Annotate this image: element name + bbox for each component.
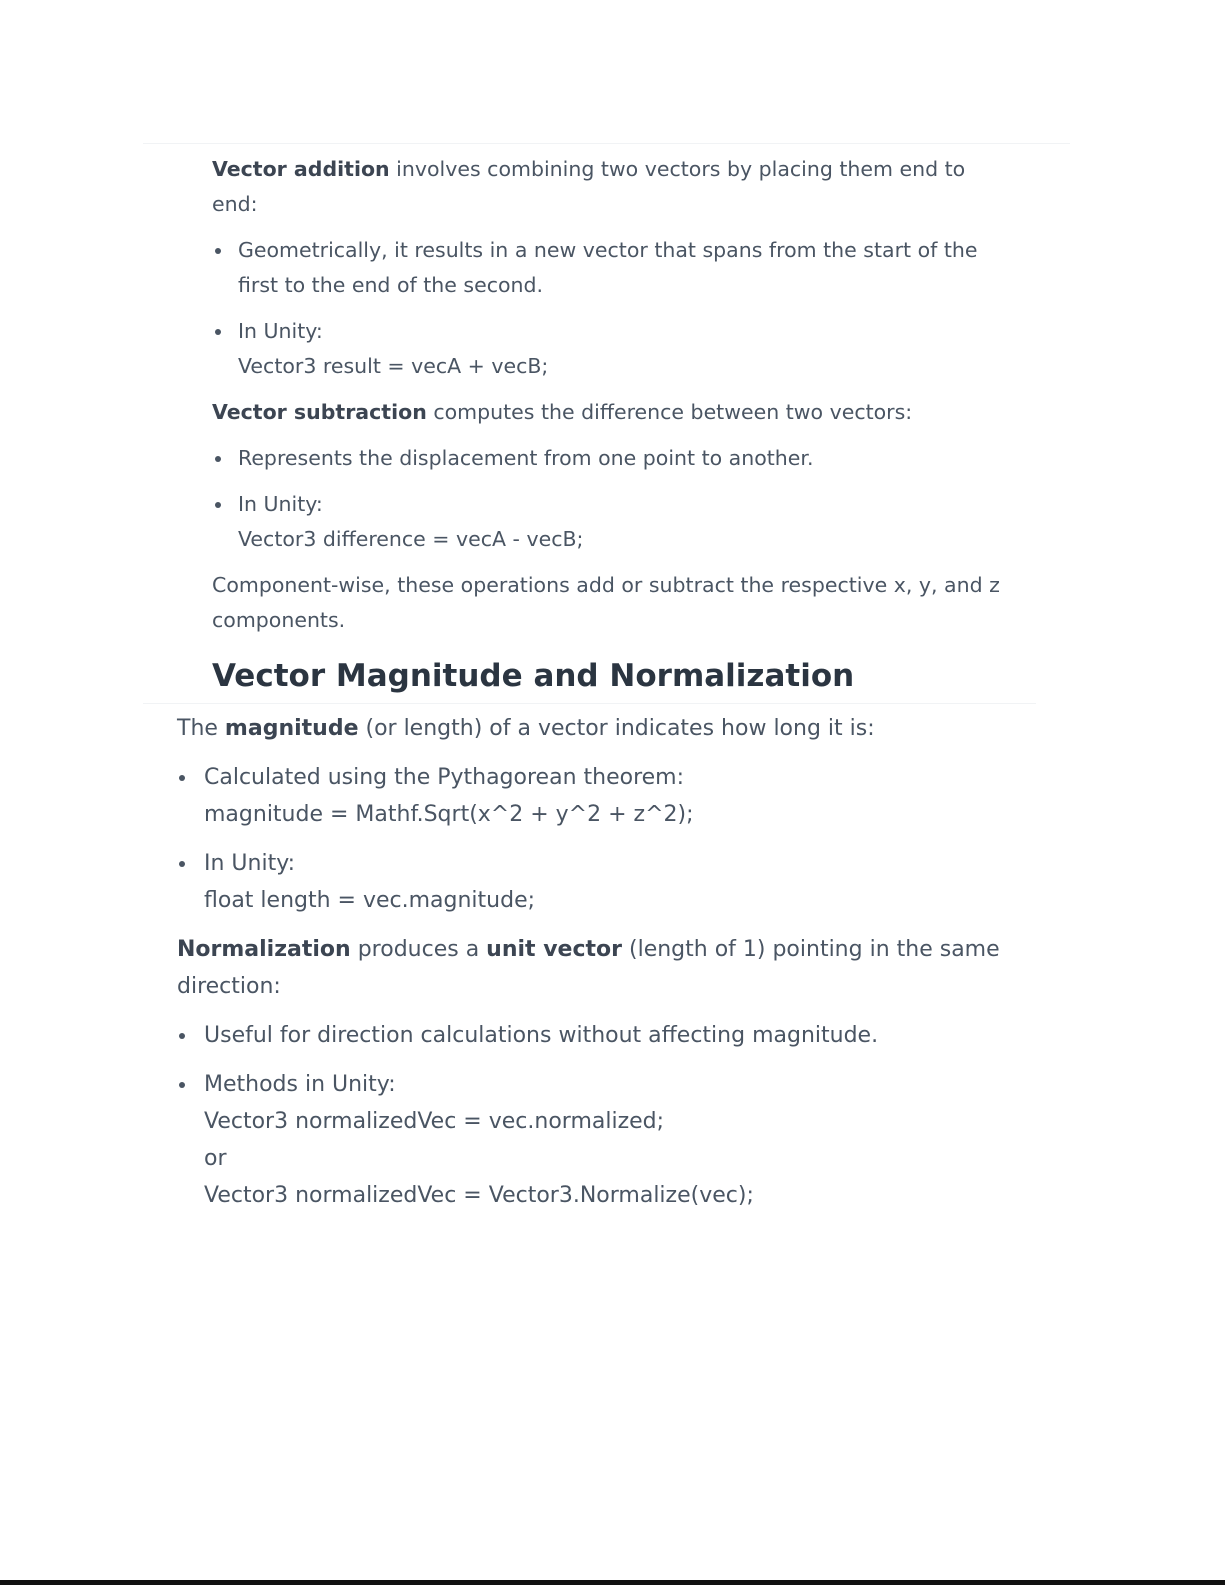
displacement-description: Represents the displacement from one point to another. [238,446,814,470]
list-item [177,845,1027,919]
unity-label: In Unity: [238,319,323,343]
vector-addition-paragraph [212,152,1012,222]
unity-label: In Unity: [238,492,323,516]
magnitude-prefix: The [177,716,225,741]
magnitude-list [177,759,1027,919]
vector-addition-subtraction-section [212,152,1012,649]
magnitude-code: float length = vec.magnitude; [204,888,536,913]
subtraction-code: Vector3 difference = vecA - vecB; [238,527,584,551]
unit-vector-term: unit vector [486,937,622,962]
magnitude-paragraph [177,710,1027,747]
magnitude-term: magnitude [224,716,359,741]
list-item [177,759,1027,833]
top-divider [143,143,1070,144]
componentwise-paragraph: Component-wise, these operations add or subtract the respective x, y, and z components. [212,573,1000,632]
list-item [212,441,1012,476]
unity-label: In Unity: [204,851,296,876]
vector-subtraction-list [212,441,1012,557]
normalization-term: Normalization [177,937,351,962]
or-separator: or [204,1146,227,1171]
useful-description: Useful for direction calculations without affecting magnitude. [204,1023,879,1048]
list-item [212,233,1012,303]
normalized-code-2: Vector3 normalizedVec = Vector3.Normalize(vec); [204,1183,754,1208]
list-item [212,487,1012,557]
pythagorean-code: magnitude = Mathf.Sqrt(x^2 + y^2 + z^2); [204,802,694,827]
normalization-text-2: (length of 1) pointing in the same direction: [177,937,1000,999]
heading-divider [143,703,1036,704]
geometric-description: Geometrically, it results in a new vector that spans from the start of the first to the end of the second. [238,238,978,297]
magnitude-normalization-section [177,710,1027,1226]
vector-subtraction-paragraph [212,395,1012,430]
list-item [177,1066,1027,1214]
magnitude-text: (or length) of a vector indicates how long it is: [358,716,875,741]
methods-label: Methods in Unity: [204,1072,396,1097]
vector-addition-term: Vector addition [212,157,390,181]
section-heading: Vector Magnitude and Normalization [212,658,855,694]
normalized-code-1: Vector3 normalizedVec = vec.normalized; [204,1109,665,1134]
vector-subtraction-term: Vector subtraction [212,400,427,424]
vector-addition-text: involves combining two vectors by placing them end to end: [212,157,966,216]
normalization-list [177,1017,1027,1214]
pythagorean-label: Calculated using the Pythagorean theorem: [204,765,685,790]
vector-addition-list [212,233,1012,384]
list-item [212,314,1012,384]
vector-subtraction-text: computes the difference between two vectors: [426,400,913,424]
list-item [177,1017,1027,1054]
bottom-border [0,1580,1225,1585]
normalization-text-1: produces a [350,937,487,962]
addition-code: Vector3 result = vecA + vecB; [238,354,549,378]
normalization-paragraph [177,931,1027,1005]
